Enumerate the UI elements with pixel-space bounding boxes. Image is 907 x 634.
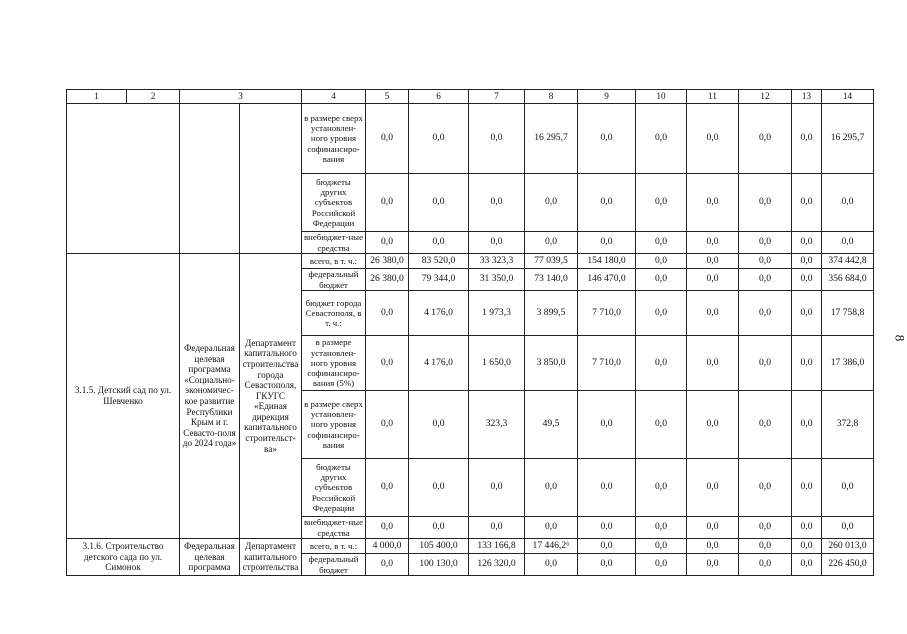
value-cell: 0,0 — [792, 459, 822, 517]
value-cell: 0,0 — [739, 104, 792, 174]
value-cell: 3 850,0 — [525, 336, 578, 391]
header-cell: 11 — [687, 90, 739, 104]
value-cell: 323,3 — [469, 391, 525, 459]
value-cell: 0,0 — [792, 104, 822, 174]
indicator-cell: внебюджет-ные средства — [302, 232, 366, 254]
value-cell: 0,0 — [636, 336, 687, 391]
value-cell: 0,0 — [739, 232, 792, 254]
value-cell: 0,0 — [792, 254, 822, 269]
indicator-cell: в размере установлен-ного уровня софинансиро-вания (5%) — [302, 336, 366, 391]
value-cell: 374 442,8 — [822, 254, 874, 269]
value-cell: 17 758,8 — [822, 291, 874, 336]
header-cell: 1 — [67, 90, 127, 104]
value-cell: 4 176,0 — [409, 291, 469, 336]
value-cell: 0,0 — [636, 269, 687, 291]
value-cell: 49,5 — [525, 391, 578, 459]
header-cell: 6 — [409, 90, 469, 104]
value-cell: 0,0 — [578, 104, 636, 174]
value-cell: 26 380,0 — [366, 269, 409, 291]
value-cell: 0,0 — [739, 391, 792, 459]
executor-cell: Департамент капитального строительства города Севастополя, ГКУГС «Единая дирекция капитального строительст-ва» — [240, 254, 302, 539]
indicator-cell: внебюджет-ные средства — [302, 517, 366, 539]
value-cell: 7 710,0 — [578, 291, 636, 336]
table-row — [67, 104, 874, 174]
header-cell: 10 — [636, 90, 687, 104]
indicator-cell: всего, в т. ч.: — [302, 254, 366, 269]
value-cell: 0,0 — [469, 174, 525, 232]
value-cell: 0,0 — [687, 269, 739, 291]
indicator-cell: бюджеты других субъектов Российской Федерации — [302, 459, 366, 517]
value-cell: 0,0 — [739, 269, 792, 291]
value-cell: 4 000,0 — [366, 539, 409, 554]
value-cell: 0,0 — [792, 391, 822, 459]
value-cell: 7 710,0 — [578, 336, 636, 391]
value-cell: 0,0 — [792, 174, 822, 232]
value-cell: 0,0 — [636, 459, 687, 517]
value-cell: 77 039,5 — [525, 254, 578, 269]
value-cell: 0,0 — [409, 232, 469, 254]
value-cell: 0,0 — [469, 459, 525, 517]
value-cell: 0,0 — [366, 336, 409, 391]
value-cell: 0,0 — [578, 459, 636, 517]
value-cell: 0,0 — [409, 104, 469, 174]
value-cell: 0,0 — [636, 104, 687, 174]
value-cell: 0,0 — [525, 232, 578, 254]
program-cell: Федеральная целевая программа «Социально-экономичес-кое развитие Республики Крым и г. Севасто-поля до 2024 года» — [180, 254, 240, 539]
value-cell: 0,0 — [366, 104, 409, 174]
value-cell: 0,0 — [578, 174, 636, 232]
value-cell: 0,0 — [578, 539, 636, 554]
value-cell: 83 520,0 — [409, 254, 469, 269]
value-cell: 1 973,3 — [469, 291, 525, 336]
value-cell: 33 323,3 — [469, 254, 525, 269]
value-cell: 0,0 — [636, 232, 687, 254]
value-cell: 0,0 — [366, 232, 409, 254]
value-cell: 0,0 — [578, 391, 636, 459]
value-cell: 1 650,0 — [469, 336, 525, 391]
value-cell: 133 166,8 — [469, 539, 525, 554]
value-cell: 0,0 — [822, 174, 874, 232]
value-cell: 0,0 — [366, 391, 409, 459]
value-cell: 0,0 — [469, 517, 525, 539]
program-cell: Федеральная целевая программа — [180, 539, 240, 576]
value-cell: 0,0 — [792, 269, 822, 291]
value-cell: 0,0 — [636, 517, 687, 539]
indicator-cell: федеральный бюджет — [302, 269, 366, 291]
header-cell: 7 — [469, 90, 525, 104]
value-cell: 0,0 — [366, 291, 409, 336]
value-cell: 0,0 — [366, 459, 409, 517]
value-cell: 0,0 — [687, 291, 739, 336]
value-cell: 356 684,0 — [822, 269, 874, 291]
value-cell: 26 380,0 — [366, 254, 409, 269]
object-name-cell: 3.1.5. Детский сад по ул. Шевченко — [67, 254, 180, 539]
indicator-cell: в размере сверх установлен-ного уровня софинансиро-вания — [302, 104, 366, 174]
value-cell: 0,0 — [739, 554, 792, 576]
value-cell: 73 140,0 — [525, 269, 578, 291]
executor-cell-empty — [240, 104, 302, 254]
value-cell: 0,0 — [792, 232, 822, 254]
value-cell: 0,0 — [636, 554, 687, 576]
name-cell-empty — [67, 104, 180, 254]
value-cell: 0,0 — [739, 254, 792, 269]
value-cell: 0,0 — [687, 104, 739, 174]
value-cell: 4 176,0 — [409, 336, 469, 391]
header-cell: 13 — [792, 90, 822, 104]
value-cell: 0,0 — [739, 539, 792, 554]
value-cell: 79 344,0 — [409, 269, 469, 291]
page-number: 8 — [892, 334, 907, 342]
value-cell: 0,0 — [687, 459, 739, 517]
value-cell: 0,0 — [636, 391, 687, 459]
value-cell: 0,0 — [687, 254, 739, 269]
indicator-cell: федеральный бюджет — [302, 554, 366, 576]
value-cell: 0,0 — [792, 539, 822, 554]
table-row — [67, 539, 874, 554]
value-cell: 0,0 — [366, 517, 409, 539]
header-cell: 12 — [739, 90, 792, 104]
value-cell: 0,0 — [687, 554, 739, 576]
value-cell: 0,0 — [792, 336, 822, 391]
table-row — [67, 254, 874, 269]
value-cell: 0,0 — [469, 104, 525, 174]
value-cell: 3 899,5 — [525, 291, 578, 336]
indicator-cell: всего, в т. ч.: — [302, 539, 366, 554]
value-cell: 0,0 — [739, 517, 792, 539]
value-cell: 0,0 — [636, 254, 687, 269]
value-cell: 0,0 — [578, 517, 636, 539]
value-cell: 0,0 — [636, 174, 687, 232]
value-cell: 0,0 — [578, 232, 636, 254]
budget-table — [66, 89, 874, 576]
indicator-cell: бюджеты других субъектов Российской Федерации — [302, 174, 366, 232]
value-cell: 0,0 — [739, 174, 792, 232]
executor-cell: Департамент капитального строительства — [240, 539, 302, 576]
value-cell: 0,0 — [687, 517, 739, 539]
header-cell: 14 — [822, 90, 874, 104]
value-cell: 154 180,0 — [578, 254, 636, 269]
value-cell: 31 350,0 — [469, 269, 525, 291]
value-cell: 0,0 — [366, 174, 409, 232]
value-cell: 0,0 — [469, 232, 525, 254]
value-cell: 0,0 — [525, 459, 578, 517]
header-row — [67, 90, 874, 104]
indicator-cell: бюджет города Севастополя, в т. ч.: — [302, 291, 366, 336]
value-cell: 0,0 — [739, 291, 792, 336]
value-cell: 16 295,7 — [525, 104, 578, 174]
object-name-cell: 3.1.6. Строительство детского сада по ул. Симонок — [67, 539, 180, 576]
value-cell: 0,0 — [687, 336, 739, 391]
value-cell: 0,0 — [822, 459, 874, 517]
value-cell: 100 130,0 — [409, 554, 469, 576]
value-cell: 260 013,0 — [822, 539, 874, 554]
value-cell: 0,0 — [739, 336, 792, 391]
value-cell: 0,0 — [687, 174, 739, 232]
value-cell: 146 470,0 — [578, 269, 636, 291]
value-cell: 0,0 — [409, 459, 469, 517]
value-cell: 0,0 — [636, 291, 687, 336]
value-cell: 126 320,0 — [469, 554, 525, 576]
value-cell: 0,0 — [366, 554, 409, 576]
value-cell: 0,0 — [822, 517, 874, 539]
header-cell: 2 — [127, 90, 180, 104]
value-cell: 0,0 — [578, 554, 636, 576]
header-cell: 4 — [302, 90, 366, 104]
value-cell: 17 446,2⁶ — [525, 539, 578, 554]
value-cell: 0,0 — [409, 174, 469, 232]
program-cell-empty — [180, 104, 240, 254]
value-cell: 0,0 — [525, 174, 578, 232]
value-cell: 0,0 — [687, 539, 739, 554]
value-cell: 105 400,0 — [409, 539, 469, 554]
value-cell: 0,0 — [525, 554, 578, 576]
header-cell: 8 — [525, 90, 578, 104]
value-cell: 226 450,0 — [822, 554, 874, 576]
value-cell: 372,8 — [822, 391, 874, 459]
value-cell: 0,0 — [792, 554, 822, 576]
value-cell: 0,0 — [409, 391, 469, 459]
value-cell: 0,0 — [636, 539, 687, 554]
indicator-cell: в размере сверх установлен-ного уровня софинансиро-вания — [302, 391, 366, 459]
value-cell: 0,0 — [792, 517, 822, 539]
value-cell: 0,0 — [687, 391, 739, 459]
value-cell: 0,0 — [792, 291, 822, 336]
value-cell: 17 386,0 — [822, 336, 874, 391]
header-cell: 9 — [578, 90, 636, 104]
value-cell: 0,0 — [525, 517, 578, 539]
value-cell: 0,0 — [409, 517, 469, 539]
value-cell: 16 295,7 — [822, 104, 874, 174]
header-cell: 5 — [366, 90, 409, 104]
value-cell: 0,0 — [687, 232, 739, 254]
header-cell: 3 — [180, 90, 302, 104]
value-cell: 0,0 — [822, 232, 874, 254]
value-cell: 0,0 — [739, 459, 792, 517]
